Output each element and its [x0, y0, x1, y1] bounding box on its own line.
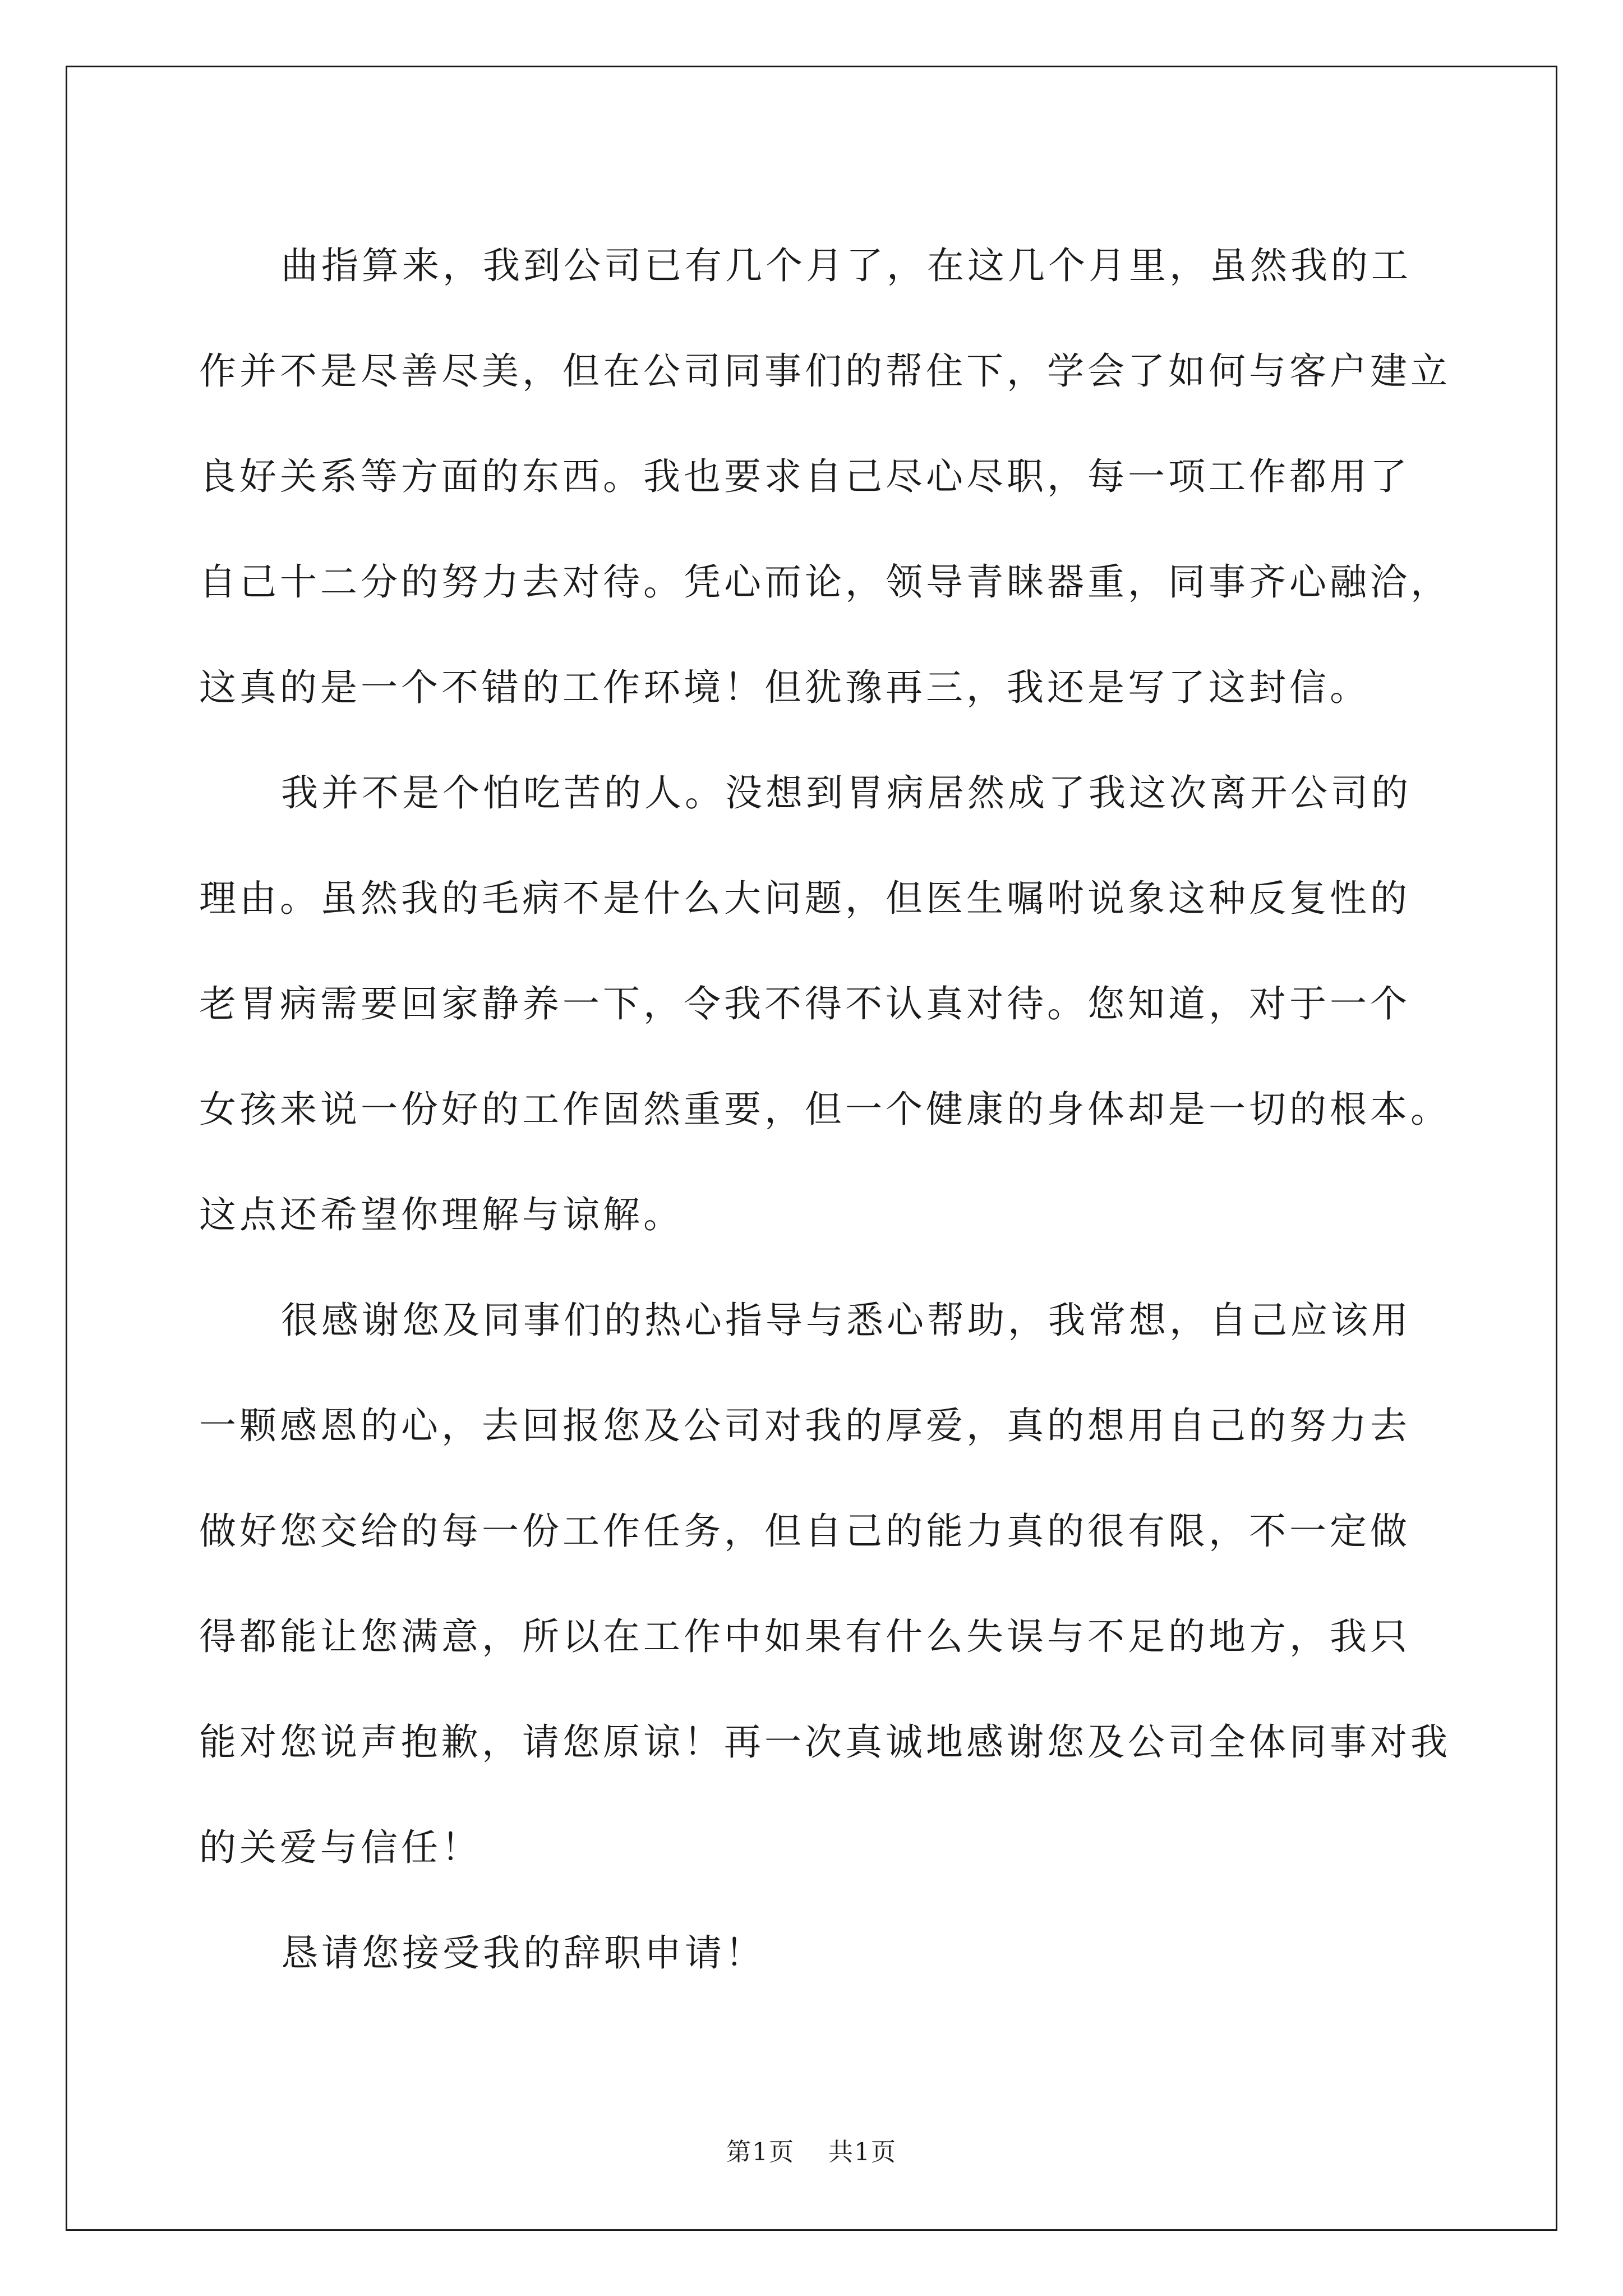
text-line: 一颗感恩的心，去回报您及公司对我的厚爱，真的想用自己的努力去 — [199, 1404, 1410, 1447]
text-line: 理由。虽然我的毛病不是什么大问题，但医生嘱咐说象这种反复性的 — [199, 877, 1410, 920]
text-line: 曲指算来，我到公司已有几个月了，在这几个月里，虽然我的工 — [281, 244, 1412, 287]
page-total: 共1页 — [828, 2138, 897, 2166]
text-line: 恳请您接受我的辞职申请！ — [281, 1931, 766, 1975]
text-line: 的关爱与信任！ — [199, 1826, 482, 1869]
text-line: 良好关系等方面的东西。我也要求自己尽心尽职，每一项工作都用了 — [199, 455, 1410, 498]
text-line: 女孩来说一份好的工作固然重要，但一个健康的身体却是一切的根本。 — [199, 1088, 1451, 1131]
document-body — [199, 213, 1451, 2006]
text-line: 我并不是个怕吃苦的人。没想到胃病居然成了我这次离开公司的 — [281, 771, 1412, 815]
text-line: 很感谢您及同事们的热心指导与悉心帮助，我常想，自己应该用 — [281, 1299, 1412, 1342]
page-number: 第1页 — [726, 2138, 795, 2166]
text-line: 老胃病需要回家静养一下，令我不得不认真对待。您知道，对于一个 — [199, 982, 1410, 1025]
text-line: 得都能让您满意，所以在工作中如果有什么失误与不足的地方，我只 — [199, 1615, 1410, 1658]
page-footer — [0, 2132, 1623, 2168]
text-line: 作并不是尽善尽美，但在公司同事们的帮住下，学会了如何与客户建立 — [199, 349, 1451, 393]
text-line: 这点还希望你理解与谅解。 — [199, 1193, 684, 1236]
text-line: 能对您说声抱歉，请您原谅！再一次真诚地感谢您及公司全体同事对我 — [199, 1720, 1451, 1764]
text-line: 做好您交给的每一份工作任务，但自己的能力真的很有限，不一定做 — [199, 1510, 1410, 1553]
text-line: 这真的是一个不错的工作环境！但犹豫再三，我还是写了这封信。 — [199, 666, 1370, 709]
text-line: 自己十二分的努力去对待。凭心而论，领导青睐器重，同事齐心融洽， — [199, 560, 1451, 604]
